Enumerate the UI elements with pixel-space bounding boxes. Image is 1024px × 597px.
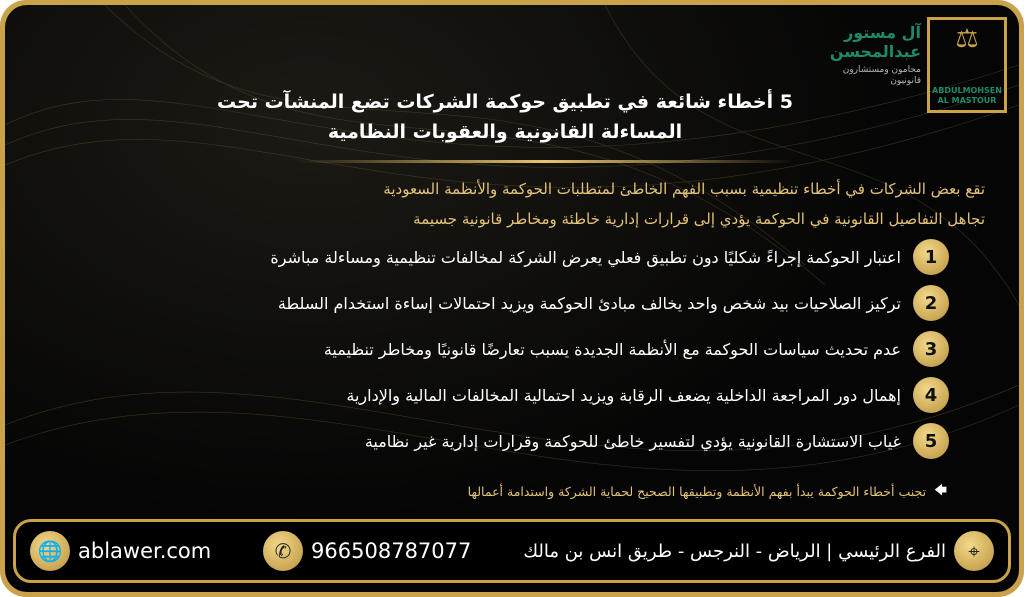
website[interactable]	[30, 531, 211, 571]
title-line-1: 5 أخطاء شائعة في تطبيق حوكمة الشركات تضع المنشآت تحت	[217, 91, 793, 113]
intro-line-2: تجاهل التفاصيل القانونية في الحوكمة يؤدي إلى قرارات إدارية خاطئة ومخاطر قانونية جسيمة	[413, 210, 985, 228]
list-item	[365, 423, 949, 459]
number-badge: 5	[913, 423, 949, 459]
scales-of-justice-icon: ⚖	[955, 24, 979, 54]
title-line-2: المساءلة القانونية والعقوبات النظامية	[327, 121, 683, 143]
item-text: غياب الاستشارة القانونية يؤدي لتفسير خاطئ للحوكمة وقرارات إدارية غير نظامية	[364, 431, 901, 451]
phone[interactable]	[263, 531, 471, 571]
footer-note	[468, 481, 947, 502]
phone-icon: ✆	[263, 531, 303, 571]
item-text: تركيز الصلاحيات بيد شخص واحد يخالف مبادئ الحوكمة ويزيد احتمالات إساءة استخدام السلطة	[277, 293, 901, 313]
address-text: الفرع الرئيسي | الرياض - النرجس - طريق انس بن مالك	[523, 540, 946, 562]
number-badge: 3	[913, 331, 949, 367]
number-badge: 4	[913, 377, 949, 413]
logo-english-name: ABDULMOHSEN AL MASTOUR	[932, 86, 1002, 105]
location-pin-icon: ⌖	[954, 531, 994, 571]
item-text: اعتبار الحوكمة إجراءً شكليًا دون تطبيق فعلي يعرض الشركة لمخالفات تنظيمية ومساءلة مباشرة	[270, 247, 901, 267]
list-item	[324, 331, 949, 367]
website-text[interactable]: ablawer.com	[78, 539, 212, 563]
logo-arabic-subtitle: محامون ومستشارون قانونيون	[842, 65, 921, 86]
globe-icon: 🌐	[30, 531, 70, 571]
list-item	[346, 377, 949, 413]
address	[523, 531, 994, 571]
infographic-body	[5, 5, 1019, 592]
list-item	[270, 239, 949, 275]
gold-divider	[295, 160, 795, 163]
page-title	[200, 87, 810, 147]
arrow-left-icon: 🡄	[934, 482, 947, 497]
item-text: إهمال دور المراجعة الداخلية يضعف الرقابة ويزيد احتمالية المخالفات المالية والإدارية	[346, 385, 901, 405]
logo-arabic-name: آل مستور عبدالمحسن	[829, 23, 921, 61]
list-item	[278, 285, 949, 321]
phone-text[interactable]: 966508787077	[311, 539, 472, 563]
intro-text	[45, 174, 985, 234]
contact-bar	[13, 519, 1011, 583]
logo-text	[821, 17, 921, 127]
firm-logo	[817, 17, 1007, 127]
intro-line-1: تقع بعض الشركات في أخطاء تنظيمية بسبب الفهم الخاطئ لمتطلبات الحوكمة والأنظمة السعودية	[383, 180, 985, 198]
note-text: تجنب أخطاء الحوكمة يبدأ بفهم الأنظمة وتطبيقها الصحيح لحماية الشركة واستدامة أعمالها	[467, 484, 927, 499]
number-badge: 1	[913, 239, 949, 275]
item-text: عدم تحديث سياسات الحوكمة مع الأنظمة الجديدة يسبب تعارضًا قانونيًا ومخاطر تنظيمية	[323, 339, 901, 359]
number-badge: 2	[913, 285, 949, 321]
logo-box	[927, 17, 1007, 113]
